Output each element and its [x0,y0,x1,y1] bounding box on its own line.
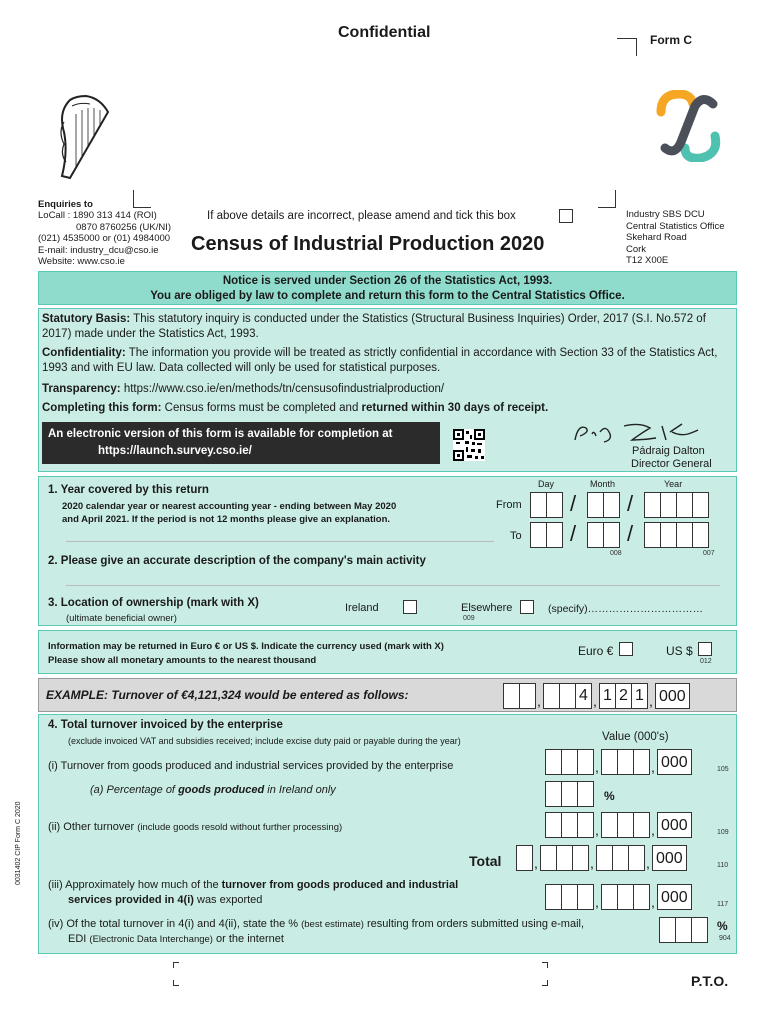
notice-line: Notice is served under Section 26 of the Statistics Act, 1993. [222,275,553,287]
notice-line: You are obliged by law to complete and return this form to the Central Statistics Office. [150,290,625,302]
code-105: 105 [717,766,729,773]
q3-subtitle: (ultimate beneficial owner) [66,613,177,624]
example-digit: 1 [631,683,648,709]
signatory-name: Pádraig Dalton [632,445,705,457]
date-slash: / [570,521,577,546]
zeros-label: 000 [657,884,692,910]
zeros-label: 000 [657,749,692,775]
from-label: From [496,499,522,511]
example-text: EXAMPLE: Turnover of €4,121,324 would be entered as follows: [46,688,409,702]
q4-subtitle: (exclude invoiced VAT and subsidies received; include excise duty paid or payable during the year) [68,736,461,746]
enquiries-line: Website: www.cso.ie [38,256,125,267]
total-input[interactable]: , , , 000 [516,845,687,871]
enquiries-line: (021) 4535000 or (01) 4984000 [38,233,171,244]
completing-label: Completing this form: [42,402,162,414]
example-zeros: 000 [655,683,690,709]
currency-line: Information may be returned in Euro € or US $. Indicate the currency used (mark with X) [48,641,444,652]
electronic-link[interactable]: https://launch.survey.cso.ie/ [98,445,252,457]
enquiries-block [38,210,171,268]
value-label: Value (000's) [602,731,669,743]
cso-logo [655,90,725,162]
percent-sign: % [717,919,728,933]
from-day-input[interactable] [530,492,562,518]
q4-iv-text: EDI [68,933,90,945]
q4-a-bold: goods produced [178,784,265,796]
enquiries-line: E-mail: industry_dcu@cso.ie [38,244,159,256]
q4-iv-text: or the internet [212,933,284,945]
q4-iv-note: (Electronic Data Interchange) [89,934,213,945]
code-location: 009 [463,615,475,622]
enquiries-line: LoCall : 1890 313 414 (ROI) [38,210,157,221]
code-109: 109 [717,829,729,836]
code-currency: 012 [700,658,712,665]
q4-iv-note: (best estimate) [301,919,364,930]
corner-mark [173,962,179,968]
code-117: 117 [717,901,729,908]
legal-notice [38,271,737,305]
q4-ii-pre: (ii) Other turnover [48,821,138,833]
page-title: Census of Industrial Production 2020 [191,233,545,255]
completing-instructions [42,402,548,414]
activity-input-line[interactable] [66,585,720,586]
address-line: Skehard Road [626,232,687,243]
corner-mark [542,962,548,968]
code-110: 110 [717,862,729,869]
example-digit: 1 [599,683,616,709]
corner-mark [542,980,548,986]
transparency [42,383,444,395]
q4-ii-label [48,821,342,833]
statutory-label: Statutory Basis: [42,313,131,325]
q2-title: 2. Please give an accurate description of the company's main activity [48,555,426,567]
q4-a-pre: (a) Percentage of [90,784,179,796]
zeros-label: 000 [652,845,687,871]
harp-logo [50,92,118,184]
address-line: Cork [626,243,647,255]
q1-description [62,500,396,526]
day-label: Day [538,479,555,489]
specify-field[interactable]: (specify)…………………………… [548,603,704,615]
q4-i-label: (i) Turnover from goods produced and industrial services provided by the enterprise [48,760,454,772]
signature-image [570,420,720,446]
transparency-label: Transparency: [42,383,121,395]
other-turnover-input[interactable]: , , 000 [545,812,692,838]
q4-title: 4. Total turnover invoiced by the enterprise [48,719,283,731]
confidentiality-text: The information you provide will be treated as strictly confidential in accordance with Section 33 of the Statistics Act, 1993 and with EU law. Data collected will only be used for statistical purposes. [42,347,718,374]
code-904: 904 [719,935,731,942]
exported-input[interactable]: , , 000 [545,884,692,910]
percent-online-input[interactable] [659,917,707,943]
confidential-label: Confidential [338,24,431,41]
q4-a-post: in Ireland only [264,784,336,796]
percent-sign: % [604,789,615,803]
example-digit: 4 [575,683,592,709]
usd-checkbox[interactable] [698,642,712,656]
corner-mark [173,980,179,986]
to-year-input[interactable] [644,522,708,548]
pto-label: P.T.O. [691,973,729,989]
confidentiality [42,346,732,376]
electronic-text: An electronic version of this form is available for completion at [48,428,393,440]
q4-iii-post: was exported [193,894,263,906]
q4-iv-label [48,917,584,947]
example-boxes: , 4 , 1 2 1 , 000 [503,683,690,709]
elsewhere-checkbox[interactable] [520,600,534,614]
to-month-input[interactable] [587,522,619,548]
explanation-line[interactable] [66,541,494,542]
address-line: Central Statistics Office [626,220,725,232]
euro-label: Euro € [578,644,614,658]
q4-iii-pre: (iii) Approximately how much of the [48,879,222,891]
corner-mark [598,190,616,208]
address-line: Industry SBS DCU [626,209,705,220]
currency-text [48,640,444,668]
transparency-link[interactable]: https://www.cso.ie/en/methods/tn/censusofindustrialproduction/ [120,383,445,395]
statutory-text: This statutory inquiry is conducted under the Statistics (Structural Business Inquiries) Order, 2017 (S.I. No.572 of 2017) made under the Statistics Act, 1993. [42,313,706,340]
qr-code-icon[interactable] [453,429,485,461]
q4-iv-text: (iv) Of the total turnover in 4(i) and 4(ii), state the % [48,918,302,930]
corner-mark [617,38,637,56]
q4-ii-note: (include goods resold without further processing) [137,822,343,833]
ireland-label: Ireland [345,602,379,614]
statutory-basis [42,312,732,342]
corner-mark [133,190,151,208]
q3-title: 3. Location of ownership (mark with X) [48,597,259,609]
q4-iii-label [48,878,458,908]
completing-deadline: returned within 30 days of receipt. [361,402,549,414]
amend-checkbox[interactable] [559,209,573,223]
date-slash: / [570,491,577,516]
percent-ireland-input[interactable] [545,781,593,807]
code-to: 007 [703,550,715,557]
completing-text: Census forms must be completed and [161,402,362,414]
to-label: To [510,530,522,542]
turnover-goods-input[interactable]: , , 000 [545,749,692,775]
signatory-title: Director General [631,458,712,470]
confidentiality-label: Confidentiality: [42,347,126,359]
q4-a-label [90,784,336,796]
euro-checkbox[interactable] [619,642,633,656]
q1-title: 1. Year covered by this return [48,484,209,496]
q4-iii-bold2: services provided in 4(i) [68,894,194,906]
address-block [626,209,725,267]
elsewhere-label: Elsewhere [461,602,513,614]
electronic-banner [42,422,440,464]
date-slash: / [627,491,634,516]
q1-desc-line: 2020 calendar year or nearest accounting year - ending between May 2020 [62,501,397,512]
from-year-input[interactable] [644,492,708,518]
zeros-label: 000 [657,812,692,838]
total-label: Total [469,853,502,869]
ireland-checkbox[interactable] [403,600,417,614]
month-label: Month [590,479,616,489]
year-label: Year [664,479,683,489]
q1-desc-line: and April 2021. If the period is not 12 months please give an explanation. [62,514,391,525]
q4-iii-bold1: turnover from goods produced and industrial [221,879,459,891]
amend-text: If above details are incorrect, please amend and tick this box [207,210,516,222]
enquiries-line: 0870 8760256 (UK/NI) [76,221,172,233]
enquiries-title: Enquiries to [38,199,93,210]
from-month-input[interactable] [587,492,619,518]
date-slash: / [627,521,634,546]
currency-line: Please show all monetary amounts to the nearest thousand [48,655,317,666]
q4-iv-text: resulting from orders submitted using e-mail, [363,918,585,930]
usd-label: US $ [666,644,693,658]
form-side-code: 0031402 CIP Form C 2020 [15,801,22,885]
code-from: 008 [610,550,622,557]
address-line: T12 X00E [626,255,669,266]
example-digit: 2 [615,683,632,709]
form-label: Form C [650,33,692,47]
to-day-input[interactable] [530,522,562,548]
